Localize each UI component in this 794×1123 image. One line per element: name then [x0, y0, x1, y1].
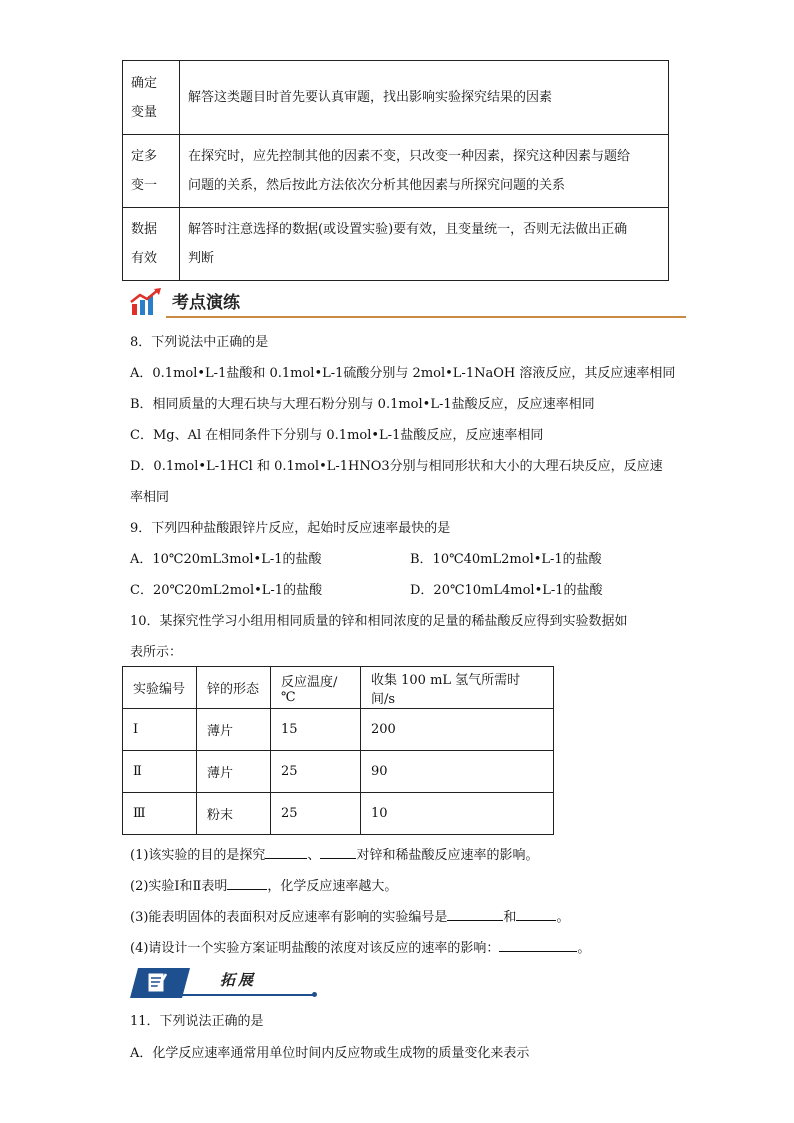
- table-cell: 粉末: [197, 793, 271, 835]
- chart-growth-icon: [130, 288, 164, 316]
- answer-blank[interactable]: [499, 938, 577, 952]
- question-stem: 10．某探究性学习小组用相同质量的锌和相同浓度的足量的稀盐酸反应得到实验数据如: [130, 614, 628, 629]
- table-cell: 25: [271, 793, 361, 835]
- table-cell: 薄片: [197, 709, 271, 751]
- sub-question-2: (2)实验Ⅰ和Ⅱ表明 ，化学反应速率越大。: [130, 875, 397, 894]
- table-cell: 25: [271, 751, 361, 793]
- header-cell: 锌的形态: [197, 667, 271, 709]
- method-desc: 解答这类题目时首先要认真审题，找出影响实验探究结果的因素: [180, 61, 669, 135]
- table-row: [123, 709, 554, 751]
- option-b: B．10℃40mL2mol•L-1的盐酸: [410, 552, 602, 567]
- section-divider: [166, 316, 686, 318]
- table-cell: Ⅰ: [123, 709, 197, 751]
- method-key: 确定 变量: [123, 61, 180, 135]
- method-desc: 在探究时，应先控制其他的因素不变，只改变一种因素，探究这种因素与题给 问题的关系，然后按此方法依次分析其他因素与所探究问题的关系: [180, 135, 669, 208]
- answer-blank[interactable]: [320, 845, 356, 859]
- question-stem-continued: 表所示：: [130, 645, 183, 660]
- experiment-data-table: [122, 666, 554, 835]
- answer-blank[interactable]: [265, 845, 307, 859]
- section-divider: [182, 994, 314, 996]
- question-stem: 11．下列说法正确的是: [130, 1014, 264, 1029]
- option-c: C．20℃20mL2mol•L-1的盐酸: [130, 583, 323, 598]
- table-cell: 90: [361, 751, 554, 793]
- sub-question-1: (1)该实验的目的是探究 、 对锌和稀盐酸反应速率的影响。: [130, 844, 538, 863]
- option-a: A．化学反应速率通常用单位时间内反应物或生成物的质量变化来表示: [130, 1046, 530, 1061]
- table-row: [123, 208, 669, 281]
- table-cell: 薄片: [197, 751, 271, 793]
- table-row: [123, 793, 554, 835]
- section-header-extension: [130, 966, 320, 1002]
- option-b: B．相同质量的大理石块与大理石粉分别与 0.1mol•L-1盐酸反应，反应速率相同: [130, 397, 595, 412]
- header-cell: 实验编号: [123, 667, 197, 709]
- header-cell: 收集 100 mL 氢气所需时间/s: [361, 667, 554, 709]
- table-cell: Ⅱ: [123, 751, 197, 793]
- method-desc: 解答时注意选择的数据(或设置实验)要有效，且变量统一，否则无法做出正确 判断: [180, 208, 669, 281]
- table-header-row: [123, 667, 554, 709]
- section-title: 考点演练: [172, 293, 240, 313]
- question-stem: 9．下列四种盐酸跟锌片反应，起始时反应速率最快的是: [130, 521, 451, 536]
- table-cell: 200: [361, 709, 554, 751]
- option-d: D．20℃10mL4mol•L-1的盐酸: [410, 583, 603, 598]
- answer-blank[interactable]: [227, 876, 267, 890]
- method-key: 数据 有效: [123, 208, 180, 281]
- sub-question-4: (4)请设计一个实验方案证明盐酸的浓度对该反应的速率的影响： 。: [130, 937, 590, 956]
- table-cell: 10: [361, 793, 554, 835]
- header-cell: 反应温度/℃: [271, 667, 361, 709]
- table-row: [123, 61, 669, 135]
- divider-dot: [312, 992, 317, 997]
- method-table: [122, 60, 669, 281]
- answer-blank[interactable]: [447, 907, 503, 921]
- option-a: A．10℃20mL3mol•L-1的盐酸: [130, 552, 322, 567]
- section-title: 拓展: [220, 971, 257, 989]
- option-a: A．0.1mol•L-1盐酸和 0.1mol•L-1硫酸分别与 2mol•L-1NaOH 溶液反应，其反应速率相同: [130, 366, 676, 381]
- option-c: C．Mg、Al 在相同条件下分别与 0.1mol•L-1盐酸反应，反应速率相同: [130, 428, 544, 443]
- ribbon-banner: [130, 968, 190, 998]
- sub-question-3: (3)能表明固体的表面积对反应速率有影响的实验编号是 和 。: [130, 906, 569, 925]
- option-d-continued: 率相同: [130, 490, 170, 505]
- answer-blank[interactable]: [516, 907, 556, 921]
- table-cell: Ⅲ: [123, 793, 197, 835]
- table-row: [123, 751, 554, 793]
- section-header-practice: [130, 286, 686, 320]
- table-cell: 15: [271, 709, 361, 751]
- table-row: [123, 135, 669, 208]
- method-key: 定多 变一: [123, 135, 180, 208]
- option-d: D．0.1mol•L-1HCl 和 0.1mol•L-1HNO3分别与相同形状和大小的大理石块反应，反应速: [130, 459, 663, 474]
- question-stem: 8．下列说法中正确的是: [130, 335, 269, 350]
